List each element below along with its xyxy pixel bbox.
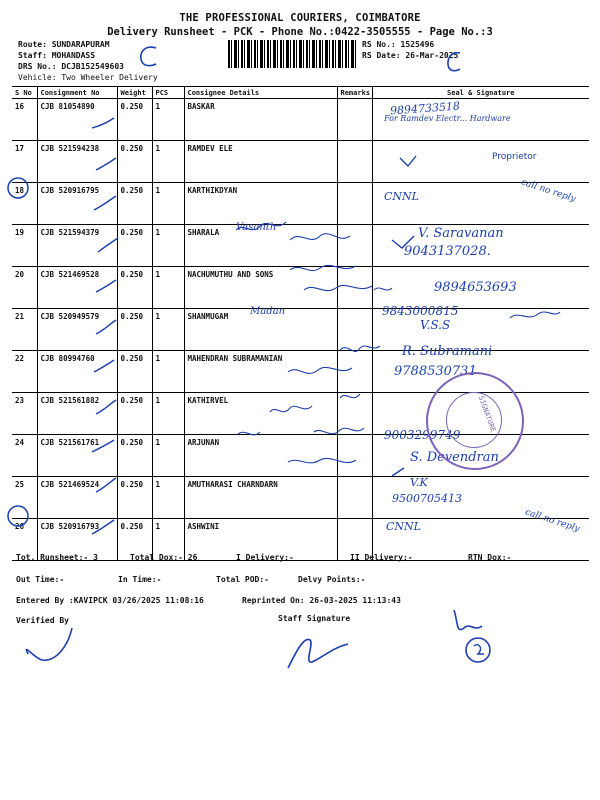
cell-pcs: 1 [152, 435, 184, 477]
cell-sno: 22 [12, 351, 37, 393]
tot-runsheet: Tot. Runsheet:- 3 [16, 553, 98, 562]
runsheet-title: Delivery Runsheet - PCK - Phone No.:0422-3505555 - Page No.:3 [107, 26, 493, 38]
cell-consignee: KARTHIKDYAN [184, 183, 337, 225]
total-pod: Total POD:- [216, 575, 269, 584]
hw-r24-num: 9003299749 [384, 428, 461, 442]
cell-consignee: NACHUMUTHU AND SONS [184, 267, 337, 309]
cell-sno: 16 [12, 99, 37, 141]
cell-consignment: CJB 521561761 [37, 435, 117, 477]
cell-consignment: CJB 81054890 [37, 99, 117, 141]
hw-r25-num: 9500705413 [392, 492, 462, 505]
cell-weight: 0.250 [117, 351, 152, 393]
hw-r18-sig: CNNL [384, 190, 419, 203]
cell-consignment: CJB 521469524 [37, 477, 117, 519]
cell-weight: 0.250 [117, 141, 152, 183]
cell-weight: 0.250 [117, 477, 152, 519]
reprinted-on: Reprinted On: 26-03-2025 11:13:43 [242, 596, 401, 605]
cell-pcs: 1 [152, 99, 184, 141]
cell-weight: 0.250 [117, 309, 152, 351]
staff-signature-label: Staff Signature [278, 614, 351, 623]
cell-consignee: ARJUNAN [184, 435, 337, 477]
cell-consignment: CJB 521594238 [37, 141, 117, 183]
col-consignee: Consignee Details [184, 87, 337, 99]
delvy-points: Delvy Points:- [298, 575, 366, 584]
hw-r21-sig: V.S.S [420, 318, 451, 332]
col-weight: Weight [117, 87, 152, 99]
cell-weight: 0.250 [117, 267, 152, 309]
cell-pcs: 1 [152, 267, 184, 309]
staff-label: Staff: MOHANDASS [18, 51, 96, 60]
hw-r24-sig: S. Devendran [410, 450, 499, 465]
cell-consignment: CJB 521469528 [37, 267, 117, 309]
cell-consignment: CJB 520916793 [37, 519, 117, 561]
verified-by-signature [20, 620, 80, 666]
rs-number: RS No.: 1525496 [362, 40, 435, 49]
cell-consignee: MAHENDRAN SUBRAMANIAN [184, 351, 337, 393]
cell-pcs: 1 [152, 183, 184, 225]
col-pcs: PCS [152, 87, 184, 99]
stamp-text: SIGNATURE [476, 394, 498, 434]
cell-pcs: 1 [152, 519, 184, 561]
cell-weight: 0.250 [117, 225, 152, 267]
hw-r26-sig: CNNL [386, 520, 421, 533]
cell-weight: 0.250 [117, 393, 152, 435]
hw-r21-name: Madan [250, 306, 286, 317]
cell-sno: 25 [12, 477, 37, 519]
hw-r22-sig: R. Subramani [402, 344, 493, 359]
staff-initial-mark [448, 604, 498, 670]
hw-r18-note: call no reply [519, 177, 577, 205]
cell-sno: 20 [12, 267, 37, 309]
entered-by: Entered By :KAVIPCK 03/26/2025 11:08:16 [16, 596, 204, 605]
rtn-dox: RTN Dox:- [468, 553, 512, 562]
cell-consignee: KATHIRVEL [184, 393, 337, 435]
hw-r17-sig: Proprietor [492, 152, 537, 162]
cell-sno: 24 [12, 435, 37, 477]
cell-consignee: AMUTHARASI CHARNDARN [184, 477, 337, 519]
route-label: Route: SUNDARAPURAM [18, 40, 110, 49]
i-delivery: I Delivery:- [236, 553, 294, 562]
cell-consignee: SHANMUGAM [184, 309, 337, 351]
out-time: Out Time:- [16, 575, 65, 584]
hw-r26-note: call no reply [523, 507, 581, 535]
cell-pcs: 1 [152, 351, 184, 393]
cell-consignment: CJB 80994760 [37, 351, 117, 393]
cell-pcs: 1 [152, 393, 184, 435]
cell-sno: 17 [12, 141, 37, 183]
cell-consignment: CJB 520916795 [37, 183, 117, 225]
rs-date: RS Date: 26-Mar-2025 [362, 51, 459, 60]
hw-r20-num: 9894653693 [434, 280, 517, 295]
cell-sno: 26 [12, 519, 37, 561]
cell-pcs: 1 [152, 141, 184, 183]
cell-pcs: 1 [152, 477, 184, 519]
hw-r16-num: 9894733518 [389, 99, 461, 118]
cell-weight: 0.250 [117, 519, 152, 561]
cell-weight: 0.250 [117, 99, 152, 141]
col-sno: S No [12, 87, 37, 99]
cell-consignment: CJB 521594379 [37, 225, 117, 267]
col-consignment: Consignment No [37, 87, 117, 99]
staff-signature-mark [282, 628, 352, 674]
cell-sno: 18 [12, 183, 37, 225]
cell-consignee: ASHWINI [184, 519, 337, 561]
hw-r22-num: 9788530731 [394, 364, 477, 379]
hw-r19-name: Vasanth [236, 222, 277, 233]
hw-r16-sig: For Ramdev Electr... Hardware [384, 114, 511, 123]
cell-sno: 21 [12, 309, 37, 351]
cell-consignee: SHARALA [184, 225, 337, 267]
hw-r25-sig: V.K [410, 476, 428, 489]
company-name: THE PROFESSIONAL COURIERS, COIMBATORE [179, 12, 421, 24]
verified-by-label: Verified By [16, 616, 69, 625]
cell-consignee: BASKAR [184, 99, 337, 141]
cell-weight: 0.250 [117, 435, 152, 477]
cell-consignment: CJB 520949579 [37, 309, 117, 351]
cell-sno: 19 [12, 225, 37, 267]
vehicle-label: Vehicle: Two Wheeler Delivery [18, 73, 158, 82]
cell-sno: 23 [12, 393, 37, 435]
ii-delivery: II Delivery:- [350, 553, 413, 562]
hw-r19-num: 9043137028. [404, 244, 491, 259]
col-seal-signature: Seal & Signature [372, 87, 589, 99]
cell-consignee: RAMDEV ELE [184, 141, 337, 183]
col-remarks: Remarks [337, 87, 372, 99]
hw-r21-num: 9843000815 [382, 304, 459, 318]
total-dox: Total Dox:- 26 [130, 553, 198, 562]
in-time: In Time:- [118, 575, 162, 584]
cell-weight: 0.250 [117, 183, 152, 225]
drs-label: DRS No.: DCJB152549603 [18, 62, 124, 71]
hw-r19-sig: V. Saravanan [418, 226, 504, 241]
cell-pcs: 1 [152, 225, 184, 267]
cell-pcs: 1 [152, 309, 184, 351]
cell-consignment: CJB 521561882 [37, 393, 117, 435]
